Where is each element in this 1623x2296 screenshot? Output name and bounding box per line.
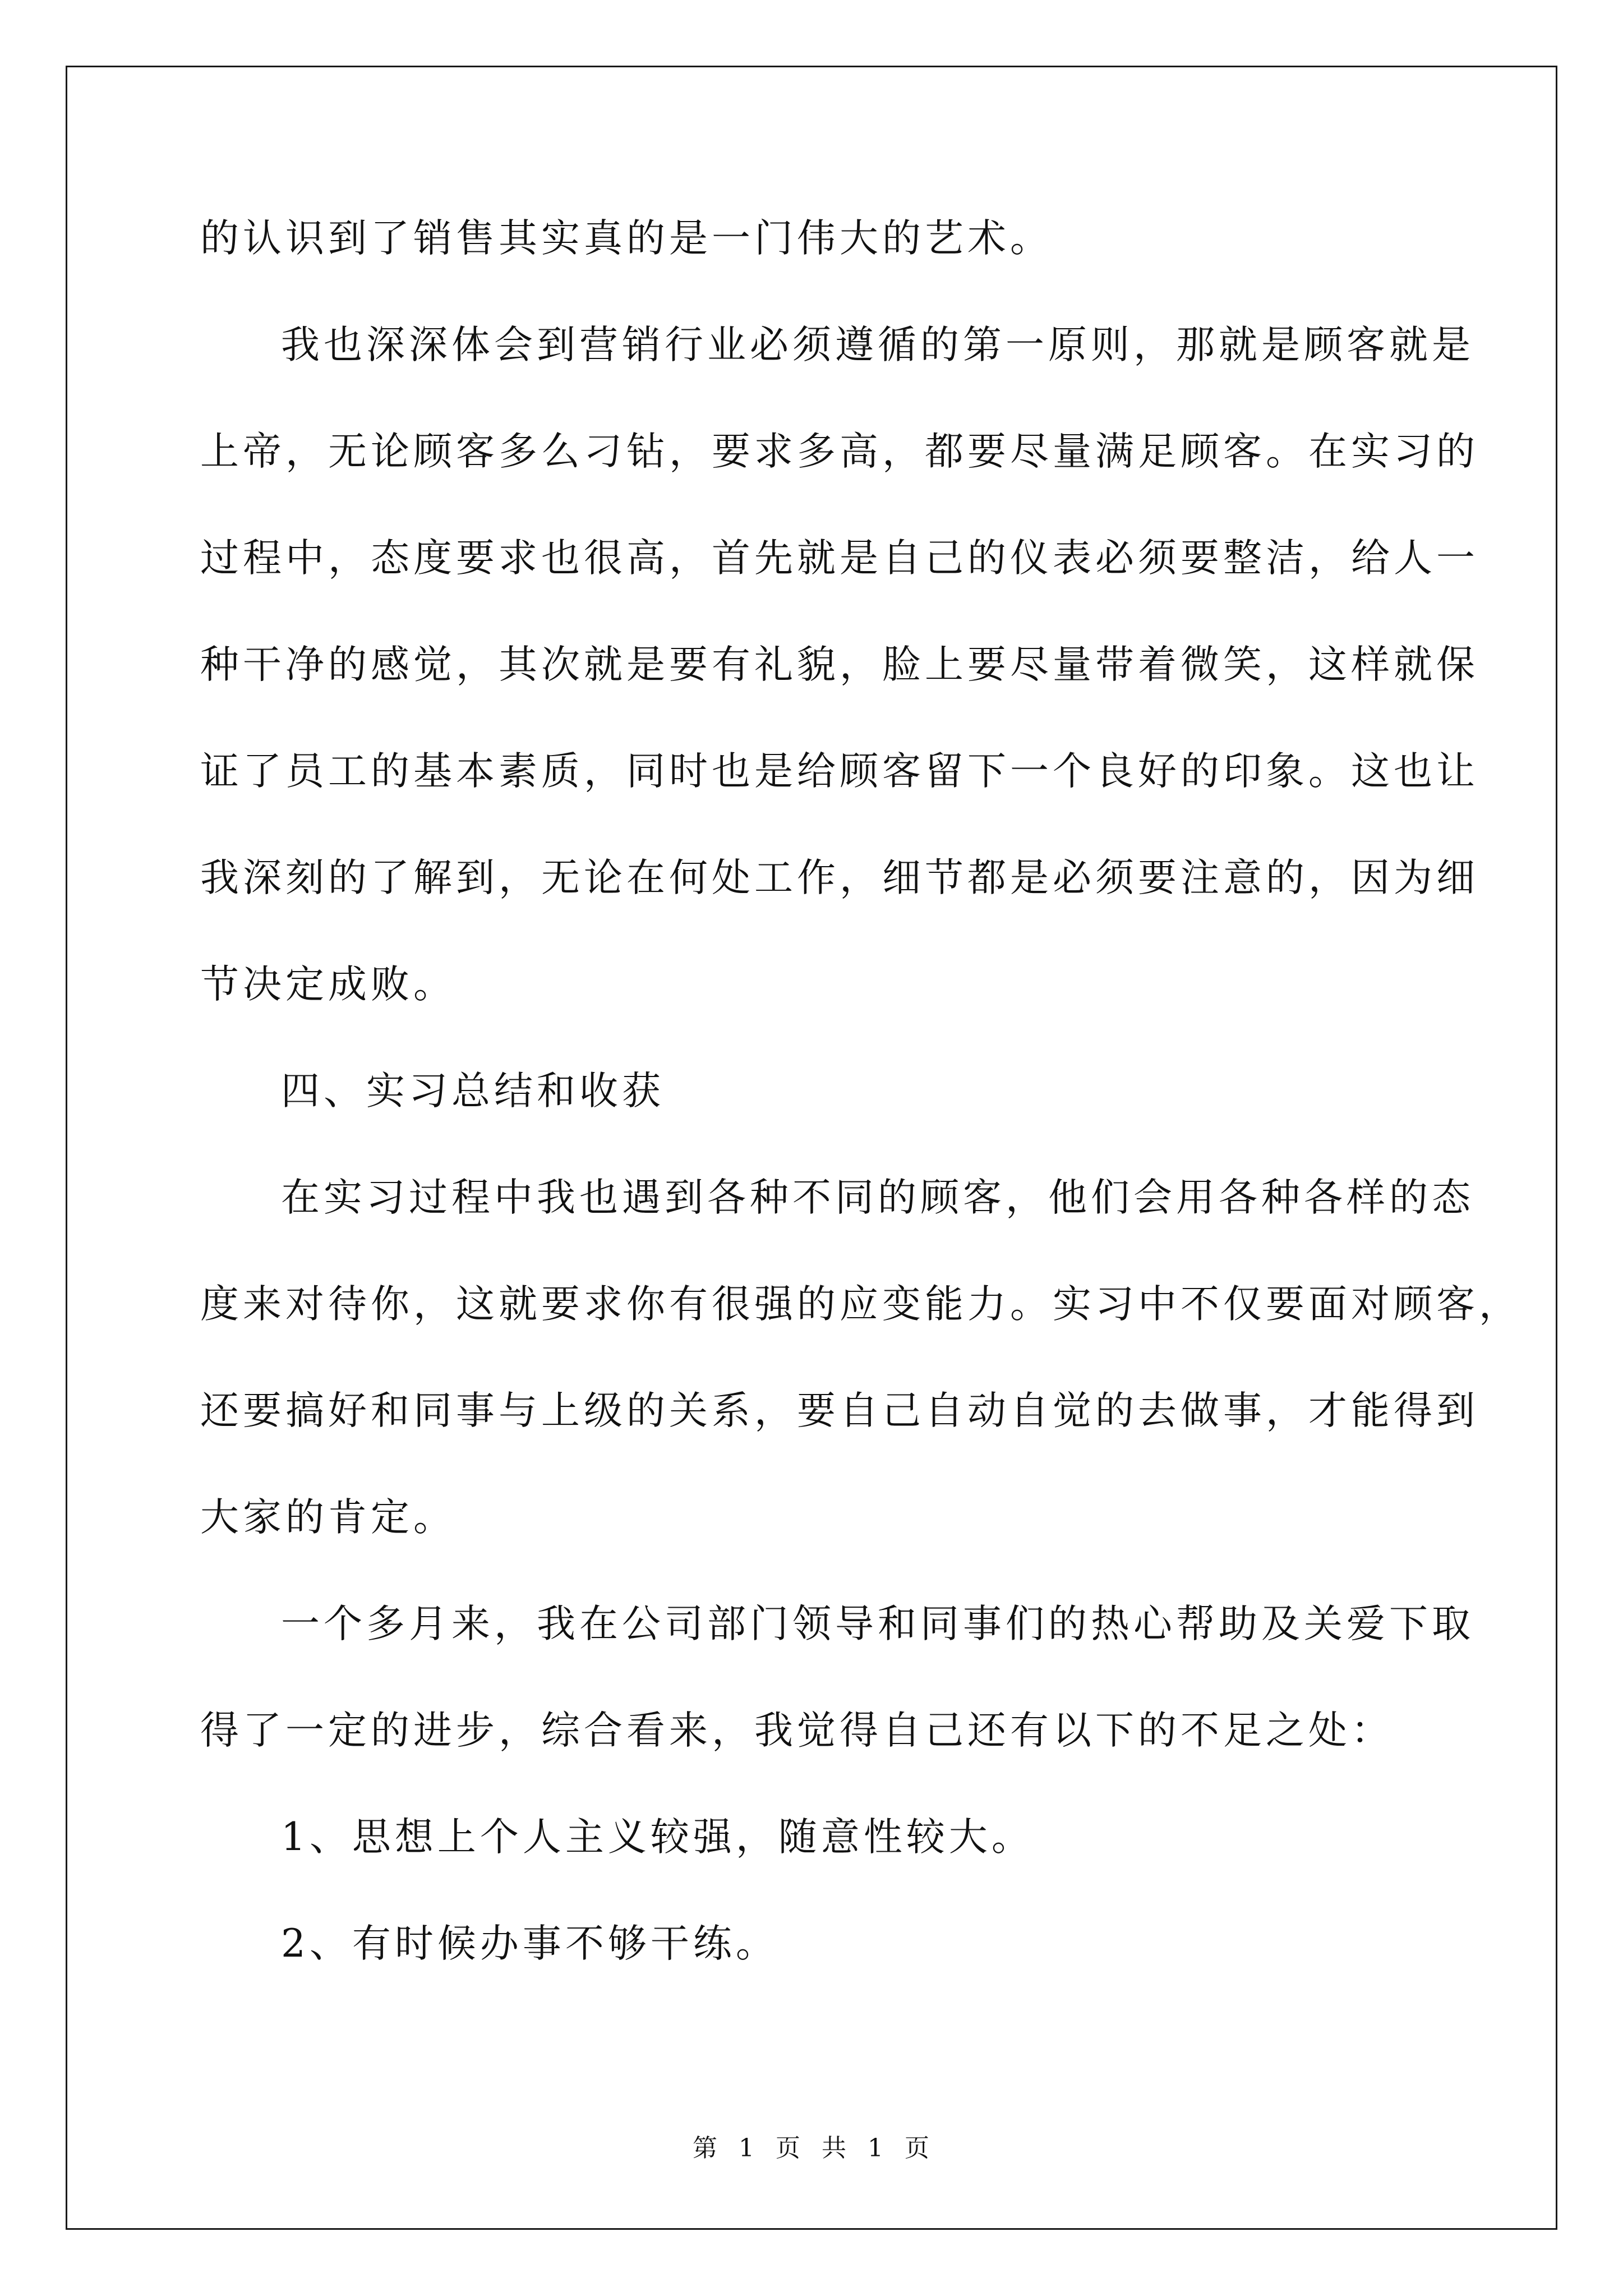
paragraph-line: 我也深深体会到营销行业必须遵循的第一原则，那就是顾客就是 [281,323,1474,367]
text-line: 大家的肯定。 [200,1495,456,1540]
paragraph-line: 在实习过程中我也遇到各种不同的顾客，他们会用各种各样的态 [281,1175,1474,1220]
text-line: 度来对待你，这就要求你有很强的应变能力。实习中不仅要面对顾客， [200,1282,1521,1327]
text-line: 还要搞好和同事与上级的关系，要自己自动自觉的去做事，才能得到 [200,1388,1479,1433]
text-line: 得了一定的进步，综合看来，我觉得自己还有以下的不足之处： [200,1708,1394,1753]
page-border [66,66,1557,2230]
text-line: 过程中，态度要求也很高，首先就是自己的仪表必须要整洁，给人一 [200,536,1479,581]
text-line: 种干净的感觉，其次就是要有礼貌，脸上要尽量带着微笑，这样就保 [200,642,1479,687]
text-line: 证了员工的基本素质，同时也是给顾客留下一个良好的印象。这也让 [200,749,1479,794]
text-line: 节决定成败。 [200,962,456,1007]
paragraph-line: 一个多月来，我在公司部门领导和同事们的热心帮助及关爱下取 [281,1602,1474,1646]
section-heading: 四、实习总结和收获 [281,1069,665,1114]
text-line: 的认识到了销售其实真的是一门伟大的艺术。 [200,216,1053,261]
list-item: 1、思想上个人主义较强，随意性较大。 [281,1815,1034,1860]
text-line: 上帝，无论顾客多么刁钻，要求多高，都要尽量满足顾客。在实习的 [200,429,1479,474]
text-line: 我深刻的了解到，无论在何处工作，细节都是必须要注意的，因为细 [200,855,1479,900]
page-footer: 第 1 页 共 1 页 [693,2134,930,2162]
list-item: 2、有时候办事不够干练。 [281,1921,778,1966]
